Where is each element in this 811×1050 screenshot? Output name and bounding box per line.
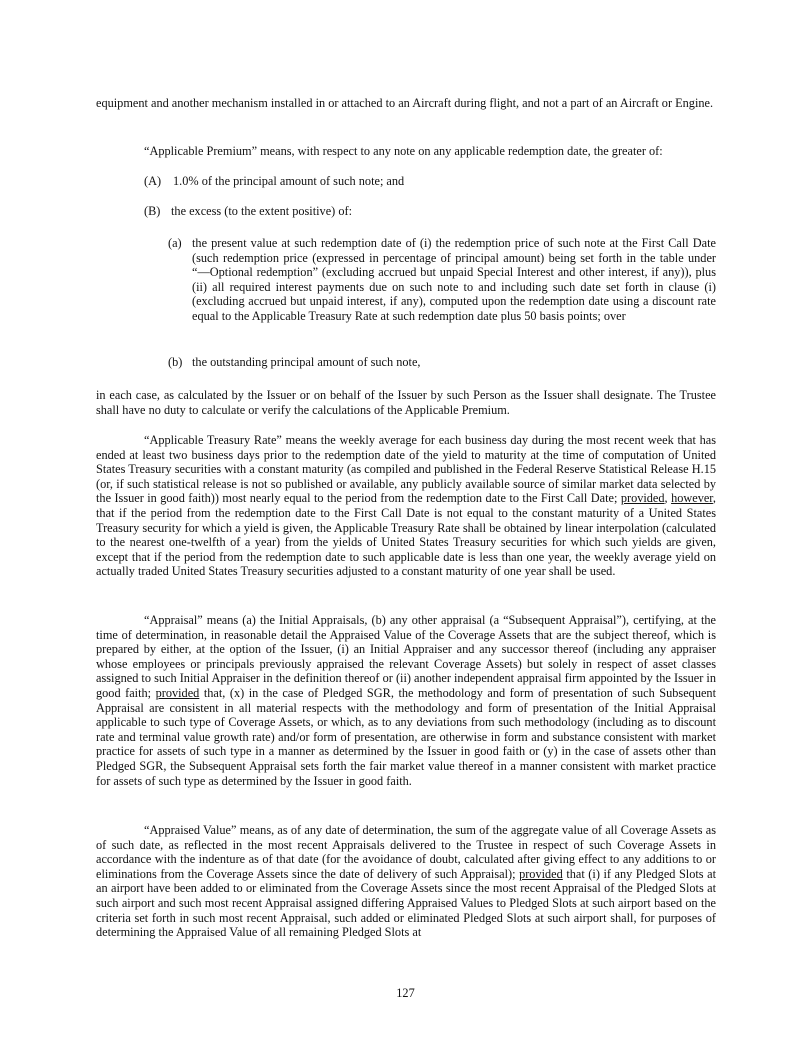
clause-A-text: 1.0% of the principal amount of such note; and [173,174,405,188]
atr-separator: , [664,491,672,506]
atr-text-1: “Applicable Treasury Rate” means the weekly average for each business day during the most recent week that has ended at least two business days prior to the redemption date of the yield to maturity at the time of computation of United States Treasury securities with a constant maturity (as compiled and published in the Federal Reserve Statistical Release H.15 (or, if such statistical release is not so published or available, any publicly available source of similar market data selected by the Issuer in good faith)) most nearly equal to the period from the redemption date to the First Call Date; [96,433,716,506]
applicable-premium-closing: in each case, as calculated by the Issuer or on behalf of the Issuer by such Person as the Issuer shall designate. The Trustee shall have no duty to calculate or verify the calculations of the Applicable Premium. [96,388,716,417]
appraisal-definition [96,613,716,788]
appraised-value-text-1: “Appraised Value” means, as of any date of determination, the sum of the aggregate value of all Coverage Assets as of such date, as reflected in the most recent Appraisals delivered to the Trustee in respect of such Coverage Assets in accordance with the indenture as of that date (for the avoidance of doubt, calculated after giving effect to any additions to or eliminations from the Coverage Assets since the date of delivery of such Appraisal); [96,823,716,881]
clause-A-label: (A) [144,174,162,188]
applicable-premium-definition: “Applicable Premium” means, with respect to any note on any applicable redemption date, the greater of: [144,144,663,158]
appraisal-text-1: “Appraisal” means (a) the Initial Appraisals, (b) any other appraisal (a “Subsequent Appraisal”), certifying, at the time of determination, in reasonable detail the Appraised Value of the Coverage Assets that are the subject thereof, which is prepared by either, at the option of the Issuer, (i) an Initial Appraiser and any successor thereof (including any appraiser whose employees or principals previously appraised the relevant Coverage Assets) but solely in respect of asset classes assigned to such Initial Appraiser in the definition thereof or (ii) another independent appraisal firm appointed by the Issuer in good faith; [96,613,716,700]
appraisal-provided-term: provided [155,685,200,700]
intro-paragraph: equipment and another mechanism installed in or attached to an Aircraft during flight, and not a part of an Aircraft or Engine. [96,96,714,110]
clause-a [168,236,716,324]
clause-b-label: (b) [168,355,183,369]
appraised-value-text-2: that (i) if any Pledged Slots at an airport have been added to or eliminated from the Coverage Assets since the most recent Appraisal of the Pledged Slots at such airport and such most recent Appraisal assigned differing Appraised Values to Pledged Slots at such airport based on the criteria set forth in such most recent Appraisal, such added or eliminated Pledged Slots at such airport shall, for purposes of determining the Appraised Value of all remaining Pledged Slots at [96,866,716,940]
atr-however-term: however [671,491,713,506]
atr-text-2: , that if the period from the redemption date to the First Call Date is not equal to the constant maturity of a United States Treasury security for which a yield is given, the Applicable Treasury Rate shall be obtained by linear interpolation (calculated to the nearest one-twelfth of a year) from the yields of United States Treasury securities for which such yields are given, except that if the period from the redemption date to such applicable date is less than one year, the weekly average yield on actually traded United States Treasury securities adjusted to a constant maturity of one year shall be used. [96,491,716,579]
applicable-treasury-rate-definition [96,433,716,579]
atr-provided-term: provided [620,491,665,506]
appraised-value-provided-term: provided [519,866,563,881]
clause-b [168,355,716,370]
appraisal-text-2: that, (x) in the case of Pledged SGR, the methodology and form of presentation of such Subsequent Appraisal are consistent in all material respects with the methodology and form of presentation of the Initial Appraisal applicable to such type of Coverage Assets, or which, as to any deviations from such methodology (including as to discount rate and terminal value growth rate) and/or form of presentation, are otherwise in form and substance consistent with market practice for assets of such type in a manner as determined by the Issuer in good faith or (y) in the case of assets other than Pledged SGR, the Subsequent Appraisal sets forth the fair market value thereof in a manner consistent with market practice for assets of such type as determined by the Issuer in good faith. [96,685,716,788]
clause-a-text: the present value at such redemption date of (i) the redemption price of such note at the First Call Date (such redemption price (expressed in percentage of principal amount) being set forth in the table under “—Optional redemption” (excluding accrued but unpaid Special Interest and other interest, if any)), plus (ii) all required interest payments due on such note to and including such date set forth in clause (i) (excluding accrued but unpaid interest, if any), computed upon the redemption date using a discount rate equal to the Applicable Treasury Rate at such redemption date plus 50 basis points; over [192,236,716,323]
clause-A [144,174,716,189]
clause-B-label: (B) [144,204,161,218]
clause-a-label: (a) [168,236,182,250]
page-number: 127 [396,986,415,1000]
clause-b-text: the outstanding principal amount of such note, [192,355,421,369]
clause-B [144,204,716,219]
appraised-value-definition [96,823,716,940]
clause-B-text: the excess (to the extent positive) of: [171,204,352,218]
